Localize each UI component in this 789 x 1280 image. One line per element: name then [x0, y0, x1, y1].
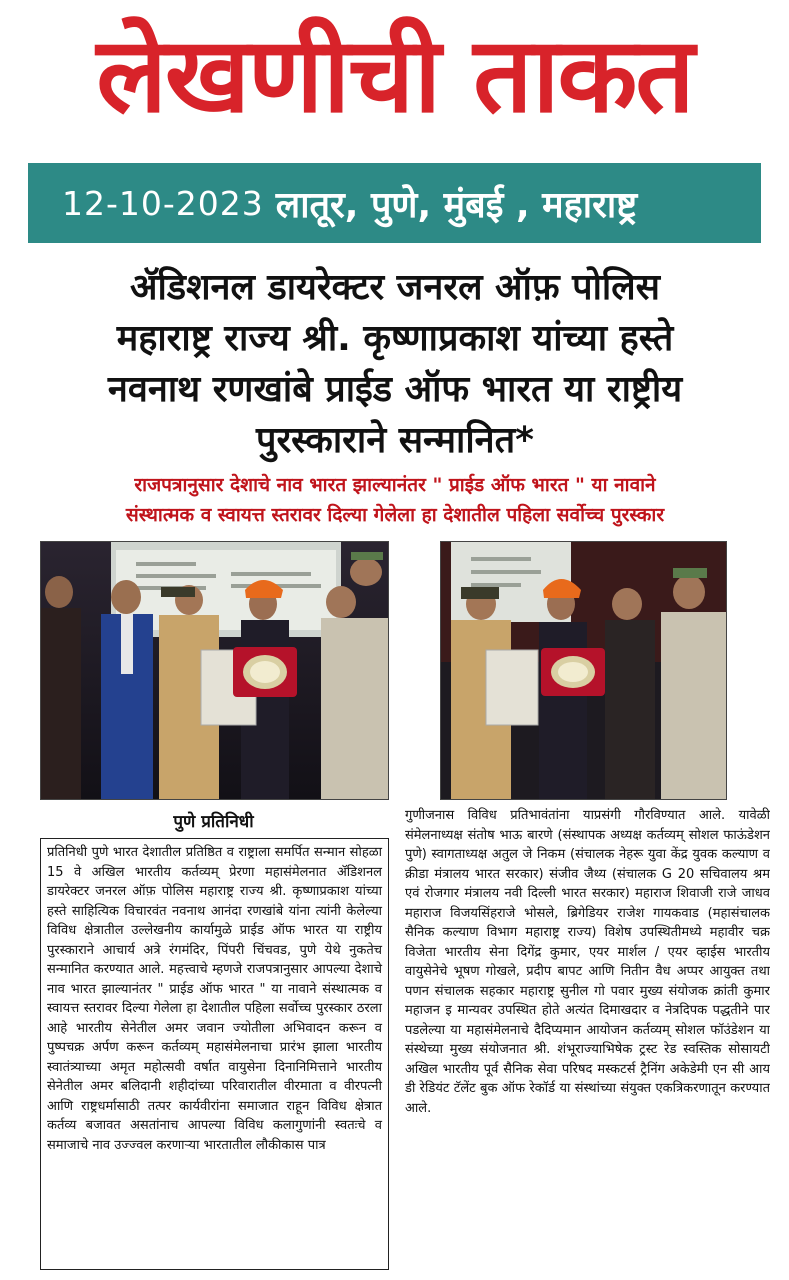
article-paragraph: प्रतिनिधी पुणे भारत देशातील प्रतिष्ठित व राष्ट्राला समर्पित सन्मान सोहळा 15 वे अखिल भारतीय कर्तव्यम् प्रेरणा महासंमेलनात ॲडिशनल डायरेक्टर जनरल ऑफ़ पोलिस महाराष्ट्र राज्य श्री. कृष्णाप्रकाश यांच्या हस्ते साहित्यिक विचारवंत नवनाथ आनंदा रणखांबे यांना त्यांनी केलेल्या विविध क्षेत्रातील उल्लेखनीय कार्यामुळे प्राईड ऑफ भारत या राष्ट्रीय पुरस्काराने आचार्य अत्रे रंगमंदिर, पिंपरी चिंचवड, पुणे येथे नुकतेच सन्मानित करण्यात आले. महत्त्वाचे म्हणजे राजपत्रानुसार आपल्या देशाचे नाव भारत झाल्यानंतर " प्राईड ऑफ भारत " या नावाने संस्थात्मक व स्वायत्त स्तरावर दिल्या गेलेला हा देशातील पहिला सर्वोच्च पुरस्कार ठरला आहे भारतीय सेनेतील अमर जवान ज्योतीला अभिवादन करून व पुष्पचक्र अर्पण करून कर्तव्यम् महासंमेलनाचा प्रारंभ झाला भारतीय स्वातंत्र्याच्या अमृत महोत्सवी वर्षात वायुसेना दिनानिमित्ताने भारतीय सेनेतील अमर बलिदानी शहीदांच्या परिवारातील वीरमाता व वीरपत्नी आणि राष्ट्रधर्मासाठी तत्पर कार्यवीरांना समाजात राहून विविध क्षेत्रात कर्तव्य बजावत असतांनाच आपल्या विविध कलागुणांनी स्वतःचे व समाजाचे नाव उज्ज्वल करणाऱ्या भारतातील लौकीकास पात्र [47, 845, 382, 1153]
article-headline [20, 262, 770, 466]
headline-line: नवनाथ रणखांबे प्राईड ऑफ भारत या राष्ट्रीय [107, 369, 683, 410]
award-ceremony-photo-right [440, 541, 727, 800]
headline-line: पुरस्काराने सन्मानित* [256, 420, 534, 461]
award-photo-left-illustration [41, 542, 388, 799]
byline: पुणे प्रतिनिधी [173, 811, 254, 832]
publication-date: 12-10-2023 [62, 183, 264, 223]
subhead-line: राजपत्रानुसार देशाचे नाव भारत झाल्यानंतर " प्राईड ऑफ भारत " या नावाने [134, 474, 656, 496]
award-photo-right-illustration [441, 542, 726, 799]
subhead-line: संस्थात्मक व स्वायत्त स्तरावर दिल्या गेलेला हा देशातील पहिला सर्वोच्च पुरस्कार [125, 504, 665, 526]
article-column-right [405, 806, 770, 1246]
article-paragraph: गुणीजनास विविध प्रतिभावंतांना याप्रसंगी गौरविण्यात आले. यावेळी संमेलनाध्यक्ष संतोष भाऊ बारणे (संस्थापक अध्यक्ष कर्तव्यम् सोशल फाऊंडेशन पुणे) स्वागताध्यक्ष अतुल जे निकम (संचालक नेहरू युवा केंद्र युवक कल्याण व क्रीडा मंत्रालय भारत सरकार) संजीव जैथ्य (संचालक G 20 सचिवालय श्रम एवं रोजगार मंत्रालय नवी दिल्ली भारत सरकार) महाराज शिवाजी राजे जाधव महाराज विजयसिंहराजे भोसले, ब्रिगेडियर राजेश गायकवाड (महासंचालक सैनिक कल्याण विभाग महाराष्ट्र राज्य) विशेष उपस्थितीमध्ये महावीर चक्र विजेता भारतीय सेना दिगेंद्र कुमार, एयर मार्शल / एयर व्हाईस भारतीय वायुसेनेचे भूषण गोखले, प्रदीप बापट आणि नितीन वैध अप्पर आयुक्त तथा पणन संचालक सहकार महाराष्ट्र सुनील गो पवार मुख्य संयोजक क्रांती कुमार महाजन इ मान्यवर उपस्थित होते अत्यंत दिमाखदार व नेत्रदिपक पद्धतीने पार पडलेल्या या महासंमेलनाचे दैदिप्यमान आयोजन कर्तव्यम् सोशल फॉउंडेशन या संस्थेच्या मुख्य संयोजनात श्री. शंभूराज्याभिषेक ट्रस्ट रेड स्वस्तिक सोसायटी अखिल भारतीय पूर्व सैनिक सेवा परिषद मस्कटर्स ट्रैनिंग अकेडेमी एन सी आय डी रेडियंट टॅलेंट बुक ऑफ रेकॉर्ड या संस्थांच्या संयुक्त एकत्रिकरणातून करण्यात आले. [405, 808, 770, 1116]
headline-line: ॲडिशनल डायरेक्टर जनरल ऑफ़ पोलिस [129, 267, 660, 308]
masthead [0, 0, 789, 150]
dateline-bar [28, 163, 761, 243]
article-subheadline [10, 470, 780, 530]
masthead-title: लेखणीची ताकत [96, 14, 693, 136]
publication-places: लातूर, पुणे, मुंबई , महाराष्ट्र [275, 184, 638, 226]
article-column-left [40, 838, 389, 1270]
award-ceremony-photo-left [40, 541, 389, 800]
headline-line: महाराष्ट्र राज्य श्री. कृष्णाप्रकाश यांच्या हस्ते [116, 318, 674, 359]
